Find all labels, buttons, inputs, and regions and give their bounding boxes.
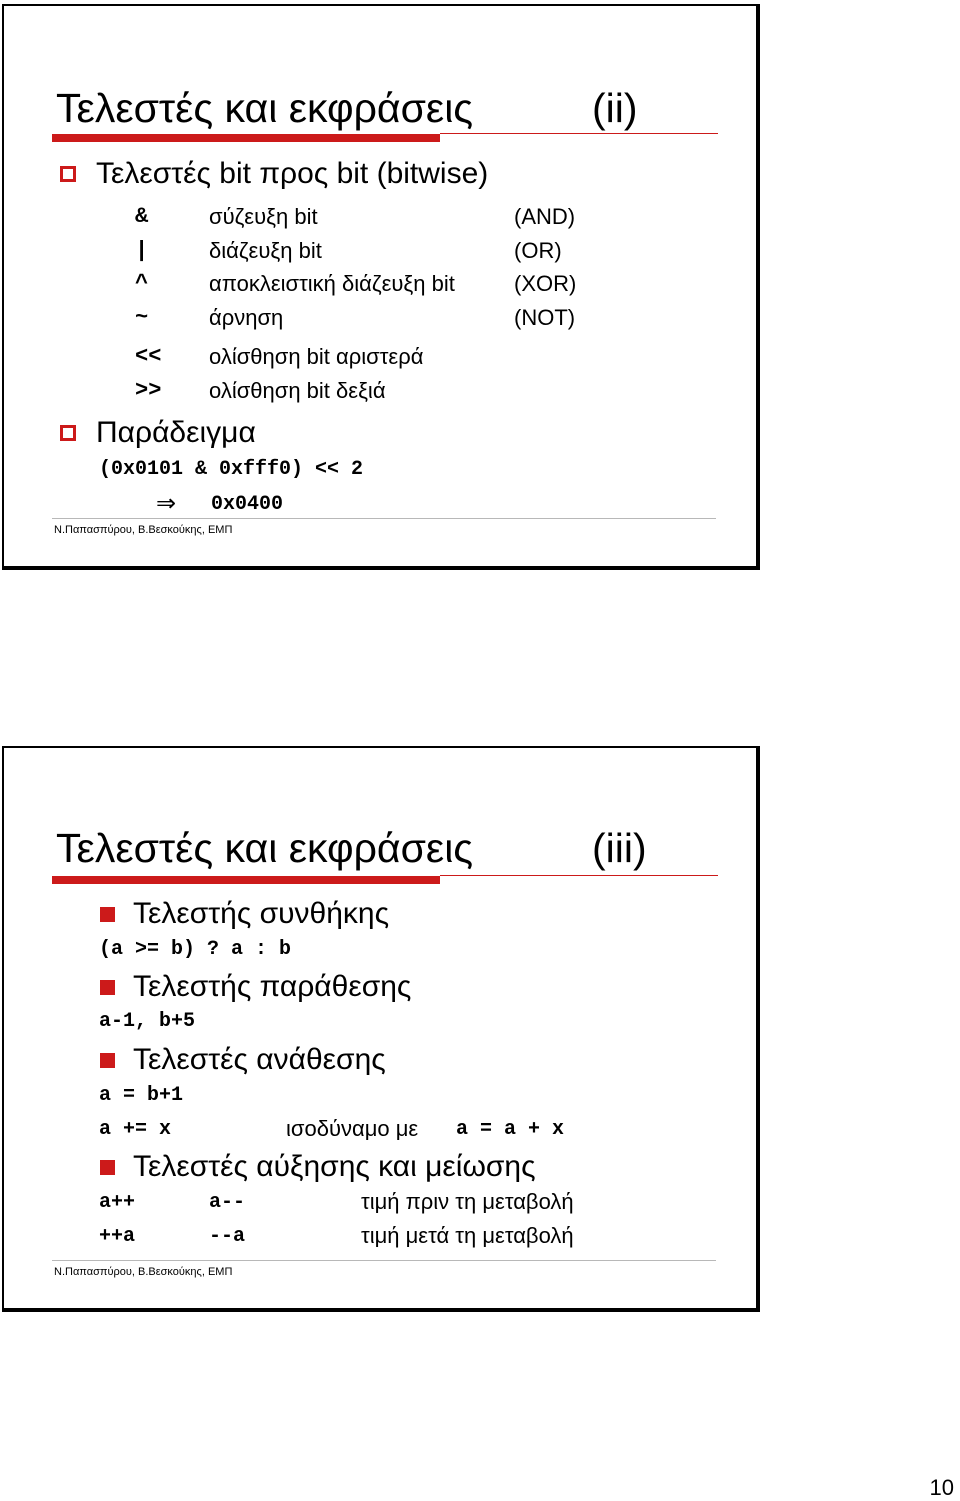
hollow-square-bullet-icon <box>60 166 76 182</box>
slide-bitwise-operators <box>2 4 760 570</box>
hollow-square-bullet-icon <box>60 425 76 441</box>
item-label: Τελεστής παράθεσης <box>133 970 412 1003</box>
slide-other-operators <box>2 746 760 1312</box>
op-name: (OR) <box>514 238 562 263</box>
bullet-bitwise: Τελεστές bit προς bit (bitwise) <box>96 157 489 190</box>
example-expression: (0x0101 & 0xfff0) << 2 <box>99 458 364 481</box>
example-result: 0x0400 <box>211 493 284 516</box>
implies-arrow-icon: ⇒ <box>156 490 177 517</box>
op-symbol: & <box>135 204 149 229</box>
item-code: a = b+1 <box>99 1084 184 1107</box>
assign-text: ισοδύναμο με <box>286 1116 419 1141</box>
shift-symbol: << <box>135 344 162 369</box>
slide-title: Τελεστές και εκφράσεις <box>56 825 474 871</box>
title-underline-thin <box>440 133 718 134</box>
incdec-prefix-inc: ++a <box>99 1225 136 1248</box>
op-symbol: | <box>135 238 149 263</box>
page-number: 10 <box>929 1475 954 1500</box>
shift-desc: ολίσθηση bit δεξιά <box>209 378 386 403</box>
incdec-text: τιμή πριν τη μεταβολή <box>361 1189 574 1214</box>
item-label: Τελεστής συνθήκης <box>133 897 390 930</box>
incdec-postfix-inc: a++ <box>99 1191 136 1214</box>
op-symbol: ^ <box>135 271 149 296</box>
solid-square-bullet-icon <box>100 1053 115 1068</box>
item-label: Τελεστές αύξησης και μείωσης <box>133 1150 536 1183</box>
op-desc: αποκλειστική διάζευξη bit <box>209 271 455 296</box>
title-underline-thick <box>52 134 440 142</box>
shift-symbol: >> <box>135 378 162 403</box>
footer-divider <box>52 518 716 519</box>
title-underline-thick <box>52 876 440 884</box>
slide-title: Τελεστές και εκφράσεις <box>56 85 474 131</box>
item-code: a-1, b+5 <box>99 1010 196 1033</box>
solid-square-bullet-icon <box>100 907 115 922</box>
op-symbol: ~ <box>135 305 149 330</box>
assign-equivalent: a = a + x <box>456 1118 565 1141</box>
solid-square-bullet-icon <box>100 980 115 995</box>
op-name: (AND) <box>514 204 576 229</box>
slide-footer: Ν.Παπασπύρου, Β.Βεσκούκης, ΕΜΠ <box>54 524 233 536</box>
title-underline-thin <box>440 875 718 876</box>
incdec-text: τιμή μετά τη μεταβολή <box>361 1223 574 1248</box>
op-name: (NOT) <box>514 305 576 330</box>
op-desc: σύζευξη bit <box>209 204 318 229</box>
incdec-postfix-dec: a-- <box>209 1191 246 1214</box>
solid-square-bullet-icon <box>100 1160 115 1175</box>
bullet-example: Παράδειγμα <box>96 416 256 449</box>
item-label: Τελεστές ανάθεσης <box>133 1043 386 1076</box>
slide-title-suffix: (iii) <box>592 825 647 871</box>
assign-code: a += x <box>99 1118 172 1141</box>
incdec-prefix-dec: --a <box>209 1225 246 1248</box>
slide-footer: Ν.Παπασπύρου, Β.Βεσκούκης, ΕΜΠ <box>54 1266 233 1278</box>
footer-divider <box>52 1260 716 1261</box>
op-desc: διάζευξη bit <box>209 238 322 263</box>
slide-title-suffix: (ii) <box>592 85 638 131</box>
op-desc: άρνηση <box>209 305 284 330</box>
shift-desc: ολίσθηση bit αριστερά <box>209 344 424 369</box>
op-name: (XOR) <box>514 271 577 296</box>
item-code: (a >= b) ? a : b <box>99 938 292 961</box>
